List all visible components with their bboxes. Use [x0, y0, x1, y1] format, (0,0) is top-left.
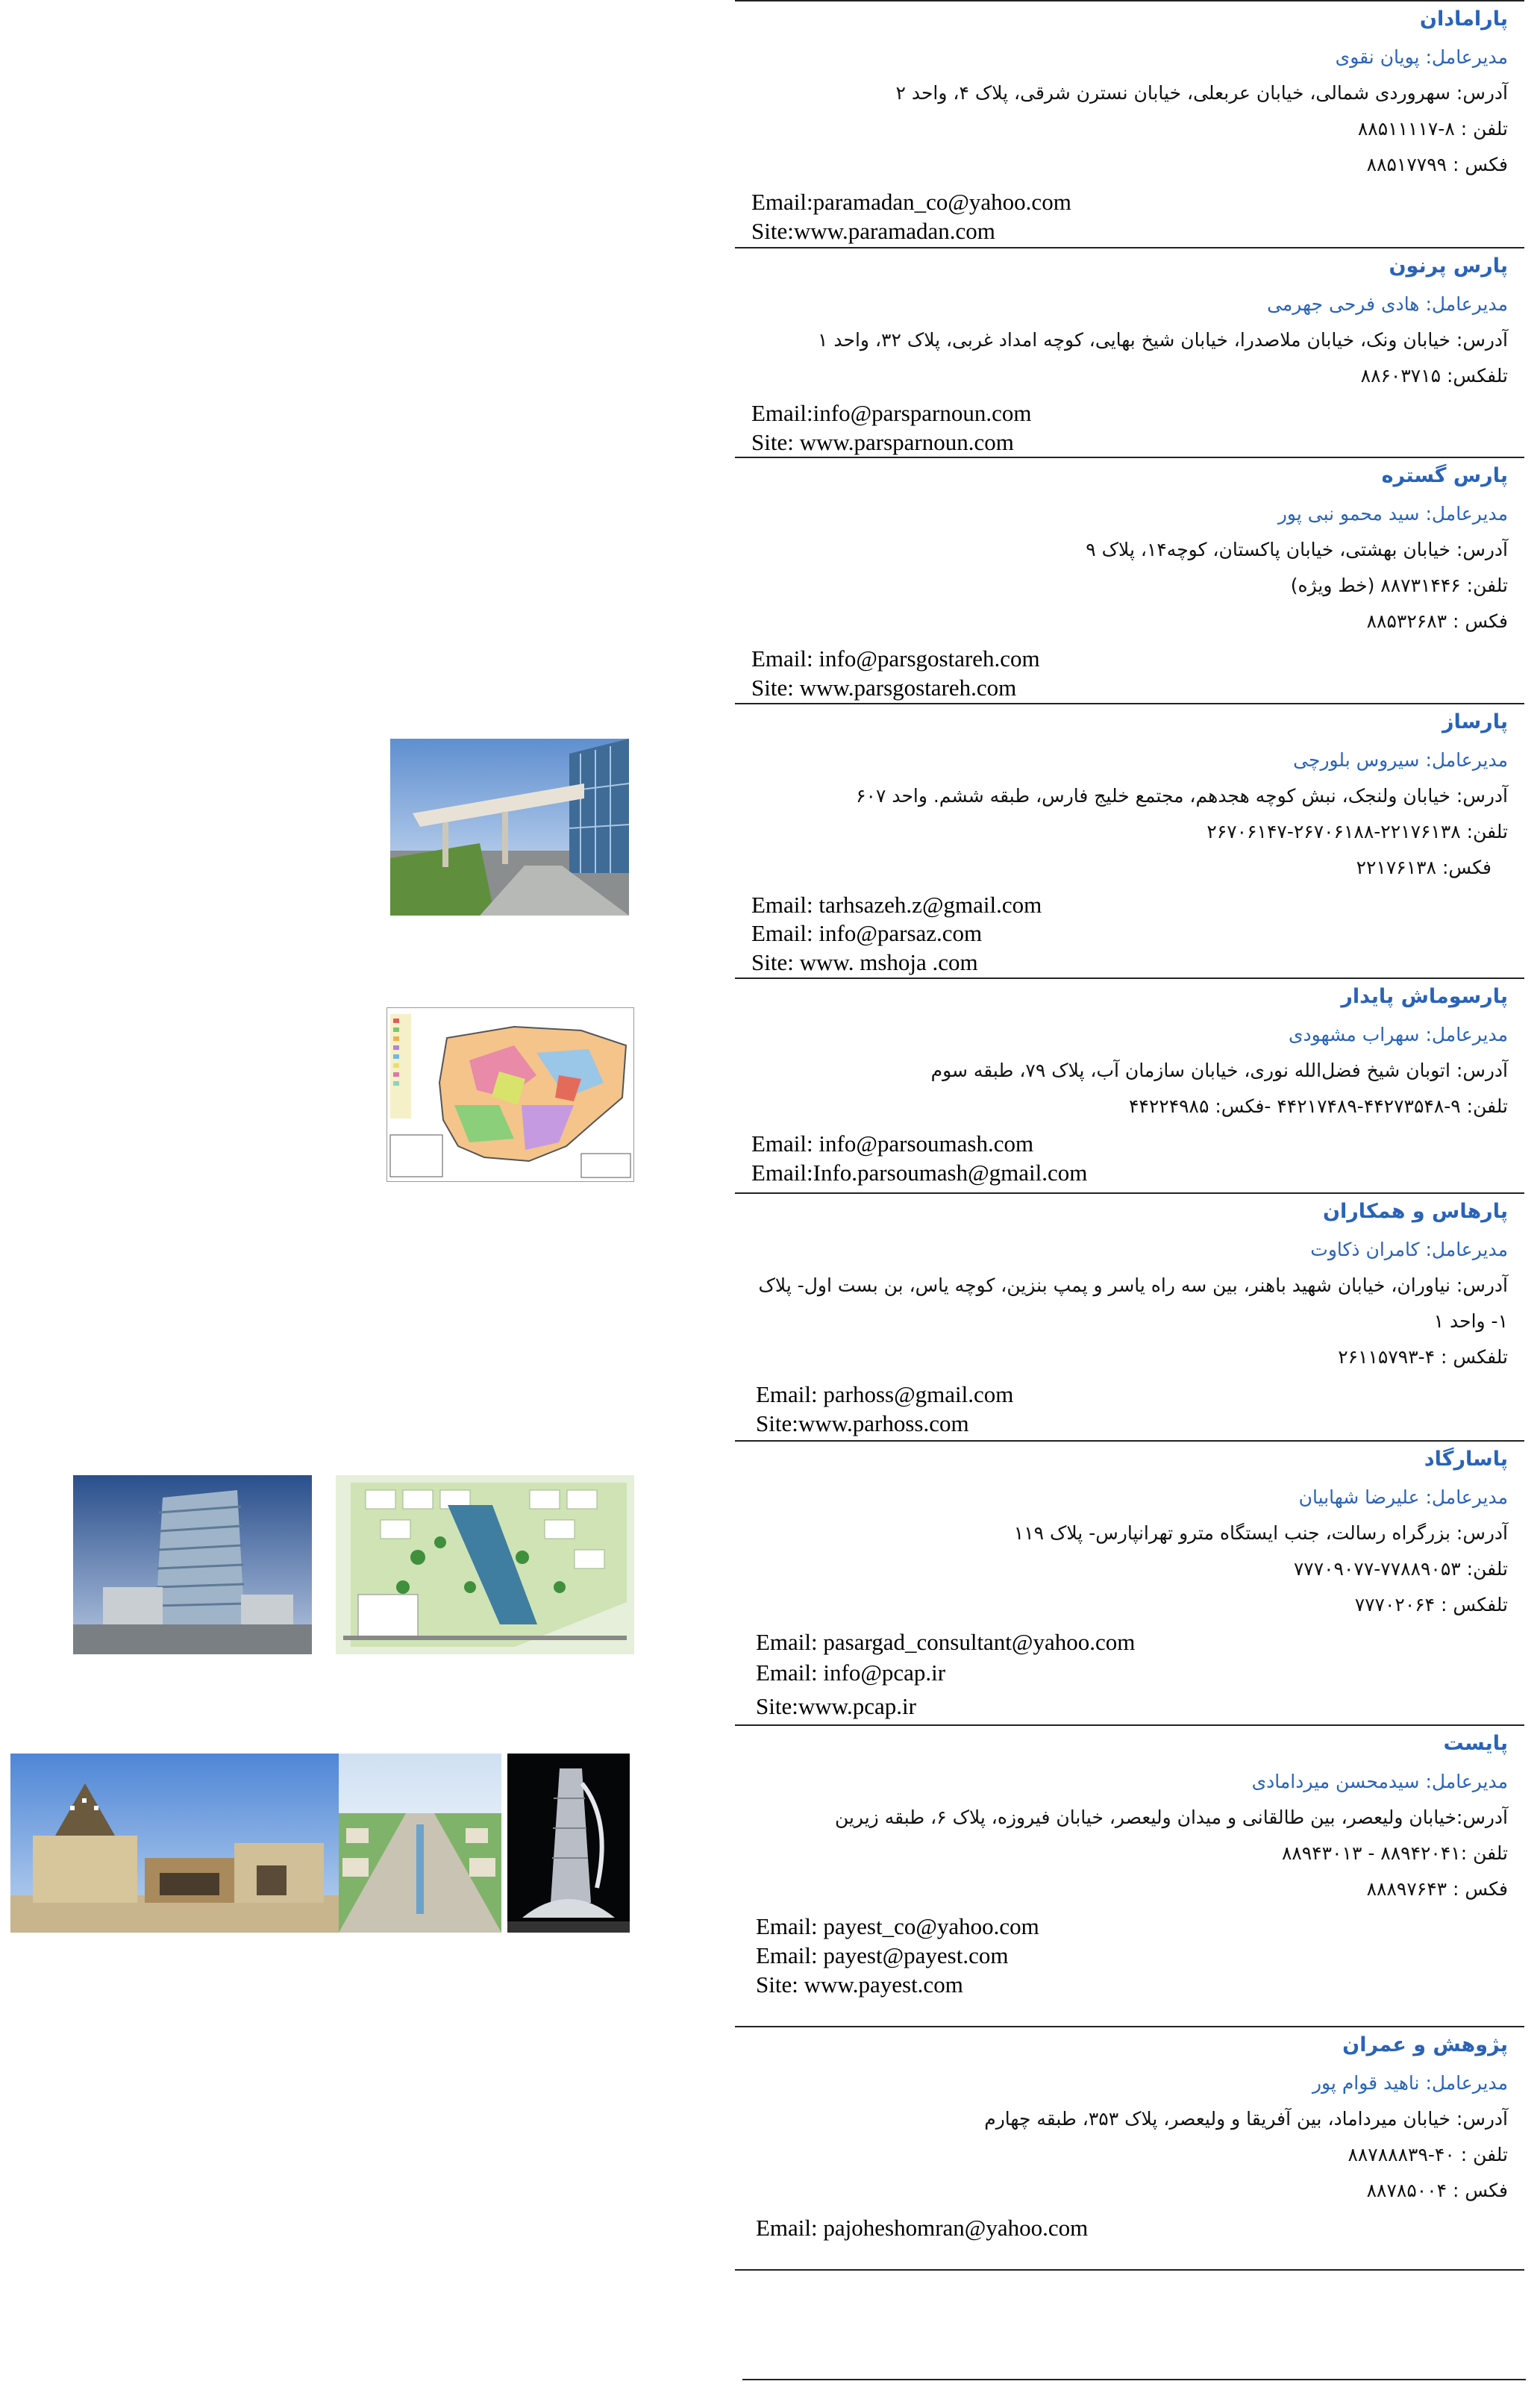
company-name: پایست — [1443, 1732, 1508, 1755]
company-name: پارامادان — [1419, 7, 1508, 31]
email-link[interactable]: Email: info@parsgostareh.com — [751, 645, 1040, 672]
address-line: آدرس: خیابان بهشتی، خیابان پاکستان، کوچه۱۴، پلاک ۹ — [1086, 539, 1508, 560]
payest-urban-render — [339, 1754, 501, 1933]
fax-line: فکس : ۸۸۸۹۷۶۴۳ — [1366, 1878, 1508, 1900]
website-link[interactable]: Site:www.parhoss.com — [756, 1410, 969, 1436]
phone-line: تلفن :۸۸۹۴۲۰۴۱ - ۸۸۹۴۳۰۱۳ — [1281, 1842, 1508, 1864]
email-link[interactable]: Email:paramadan_co@yahoo.com — [751, 189, 1071, 215]
email-link-2[interactable]: Email: info@parsaz.com — [751, 920, 983, 946]
company-name: پارس پرنون — [1389, 254, 1508, 278]
fax-line: فکس : ۸۸۵۱۷۷۹۹ — [1366, 154, 1508, 175]
manager-line: مدیرعامل: ناهید قوام پور — [1312, 2072, 1508, 2094]
phone-line: تلفن : ۴۰-۸۸۷۸۸۸۳۹ — [1348, 2144, 1508, 2165]
email-link[interactable]: Email: parhoss@gmail.com — [756, 1381, 1014, 1407]
manager-line: مدیرعامل: علیرضا شهابیان — [1298, 1486, 1508, 1508]
address-line: آدرس: اتوبان شیخ فضل‌الله نوری، خیابان سازمان آب، پلاک ۷۹، طبقه سوم — [930, 1060, 1508, 1081]
separator-line — [735, 0, 1524, 1]
pasargad-site-plan — [336, 1475, 634, 1654]
company-name: پارساز — [1442, 710, 1508, 733]
separator-line — [735, 703, 1524, 704]
separator-line — [735, 247, 1524, 248]
phone-line: تلفن : ۸-۸۸۵۱۱۱۱۷ — [1357, 118, 1508, 140]
manager-line: مدیرعامل: سیروس بلورچی — [1293, 749, 1508, 771]
company-name: پارسوماش پایدار — [1341, 985, 1508, 1008]
separator-line — [735, 2269, 1524, 2271]
website-link[interactable]: Site: www. mshoja .com — [751, 949, 978, 975]
pasargad-tower-photo — [73, 1475, 312, 1654]
parsaz-building-photo — [390, 739, 629, 916]
separator-line — [735, 1724, 1524, 1726]
address-line: آدرس: نیاوران، خیابان شهید باهنر، بین سه راه یاسر و پمپ بنزین، کوچه یاس، بن بست اول- پلاک — [758, 1274, 1508, 1296]
fax-line: تلفکس : ۷۷۷۰۲۰۶۴ — [1354, 1594, 1508, 1615]
email-link[interactable]: Email: pajoheshomran@yahoo.com — [756, 2215, 1089, 2241]
phone-line: تلفن: ۸۸۷۳۱۴۴۶ (خط ویژه) — [1290, 575, 1508, 596]
website-link[interactable]: Site: www.payest.com — [756, 1971, 963, 1998]
company-name: پارس گستره — [1381, 464, 1508, 487]
email-link-2[interactable]: Email: payest@payest.com — [756, 1942, 1009, 1968]
phone-line: تلفن: ۷۷۸۸۹۰۵۳-۷۷۷۰۹۰۷۷ — [1293, 1558, 1508, 1580]
manager-line: مدیرعامل: هادی فرحی جهرمی — [1267, 293, 1508, 315]
address-line: آدرس:خیابان ولیعصر، بین طالقانی و میدان ولیعصر، خیابان فیروزه، پلاک ۶، طبقه زیرین — [834, 1807, 1508, 1828]
email-link[interactable]: Email:info@parsparnoun.com — [751, 400, 1032, 426]
manager-line: مدیرعامل: پویان نقوی — [1335, 46, 1508, 68]
parsoumash-map-image — [386, 1007, 634, 1182]
phone-line: تلفن: ۲۲۱۷۶۱۳۸-۲۶۷۰۶۱۸۸-۲۶۷۰۶۱۴۷ — [1206, 821, 1508, 842]
website-link[interactable]: Site:www.pcap.ir — [756, 1693, 916, 1719]
separator-line — [735, 2026, 1524, 2027]
manager-line: مدیرعامل: کامران ذکاوت — [1310, 1239, 1508, 1260]
separator-line — [735, 457, 1524, 458]
page-bottom-rule — [742, 2379, 1526, 2380]
company-name: پژوهش و عمران — [1342, 2033, 1508, 2056]
phone-fax-line: تلفن: ۹-۴۴۲۷۳۵۴۸-۴۴۲۱۷۴۸۹ -فکس: ۴۴۲۲۴۹۸۵ — [1128, 1095, 1508, 1117]
manager-line: مدیرعامل: سید محمو نبی پور — [1277, 503, 1508, 525]
separator-line — [735, 1440, 1524, 1442]
payest-mosque-render — [10, 1754, 339, 1933]
email-link[interactable]: Email: pasargad_consultant@yahoo.com — [756, 1629, 1136, 1655]
email-link[interactable]: Email: tarhsazeh.z@gmail.com — [751, 892, 1042, 918]
email-link[interactable]: Email: payest_co@yahoo.com — [756, 1913, 1039, 1939]
address-line: آدرس: خیابان ونک، خیابان ملاصدرا، خیابان شیخ بهایی، کوچه امداد غربی، پلاک ۳۲، واحد ۱ — [818, 329, 1508, 351]
fax-line: فکس : ۸۸۷۸۵۰۰۴ — [1366, 2180, 1508, 2201]
address-line: آدرس: خیابان میرداماد، بین آفریقا و ولیعصر، پلاک ۳۵۳، طبقه چهارم — [984, 2108, 1508, 2130]
phone-fax-line: تلفکس: ۸۸۶۰۳۷۱۵ — [1360, 365, 1508, 387]
manager-line: مدیرعامل: سهراب مشهودی — [1288, 1024, 1508, 1045]
fax-line: فکس : ۸۸۵۳۲۶۸۳ — [1366, 610, 1508, 632]
manager-line: مدیرعامل: سیدمحسن میردامادی — [1251, 1771, 1508, 1792]
company-name: پاسارگاد — [1424, 1448, 1508, 1471]
email-link[interactable]: Email: info@parsoumash.com — [751, 1130, 1034, 1157]
address-line: آدرس: بزرگراه رسالت، جنب ایستگاه مترو تهرانپارس- پلاک ۱۱۹ — [1013, 1522, 1508, 1544]
separator-line — [735, 1192, 1524, 1194]
email-link-2[interactable]: Email: info@pcap.ir — [756, 1660, 946, 1686]
address-line: آدرس: سهروردی شمالی، خیابان عربعلی، خیابان نسترن شرقی، پلاک ۴، واحد ۲ — [895, 82, 1508, 104]
address-line: آدرس: خیابان ولنجک، نبش کوچه هجدهم، مجتمع خلیج فارس، طبقه ششم. واحد ۶۰۷ — [856, 785, 1508, 807]
email-link-2[interactable]: Email:Info.parsoumash@gmail.com — [751, 1160, 1088, 1186]
company-name: پارهاس و همکاران — [1322, 1200, 1508, 1223]
phone-fax-line: تلفکس : ۴-۲۶۱۱۵۷۹۳ — [1338, 1346, 1508, 1368]
website-link[interactable]: Site:www.paramadan.com — [751, 218, 995, 244]
website-link[interactable]: Site: www.parsgostareh.com — [751, 675, 1017, 701]
fax-line: فکس: ۲۲۱۷۶۱۳۸ — [1356, 857, 1492, 878]
separator-line — [735, 977, 1524, 979]
payest-tower-night-render — [507, 1754, 630, 1933]
website-link[interactable]: Site: www.parsparnoun.com — [751, 429, 1014, 455]
address-line-2: ۱- واحد ۱ — [1433, 1310, 1508, 1332]
